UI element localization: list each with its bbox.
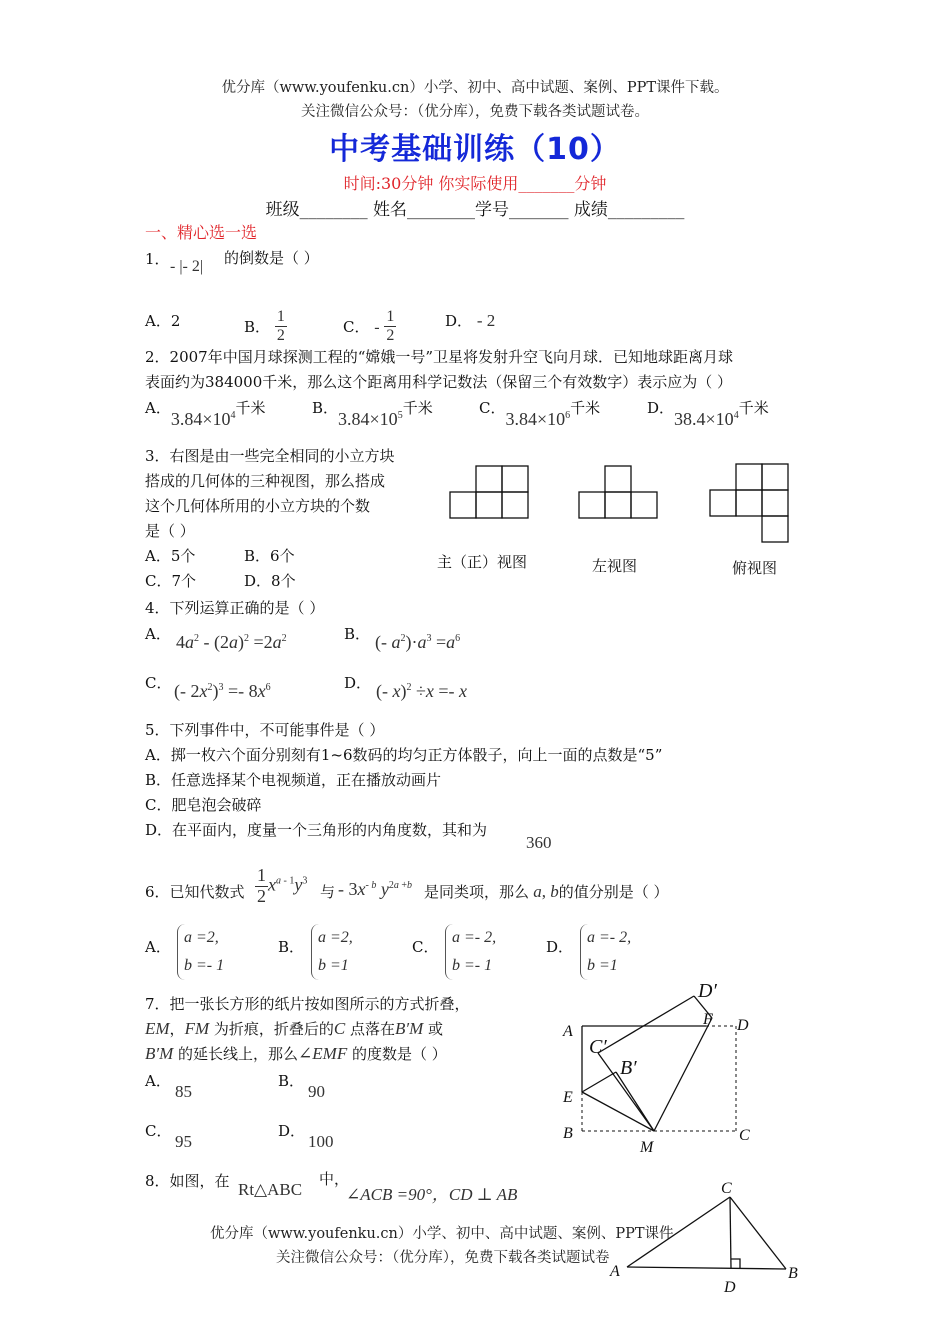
q4-option-c-expr: (- $2x^2)^3 =- 8x^6$ xyxy=(174,681,271,701)
q1-option-c-label: C． xyxy=(343,318,370,337)
q7-option-b-value: 90 xyxy=(308,1082,325,1101)
q4-option-d-label: D． xyxy=(344,674,372,692)
q1-b-num: 1 xyxy=(276,308,285,325)
q5-stem: 5．下列事件中，不可能事件是（ ） xyxy=(145,721,385,739)
q7-comma: ， xyxy=(169,1020,185,1038)
q6-d-eq2: b =1 xyxy=(587,957,618,974)
q6-a-eq2: b =- 1 xyxy=(184,957,225,974)
q6-option-a-label: A． xyxy=(145,938,171,956)
q2-c-unit: 千米 xyxy=(570,399,601,417)
q3-line-4: 是（ ） xyxy=(145,522,195,540)
q4-option-b-label: B． xyxy=(344,625,371,643)
q8-side-AB xyxy=(627,1267,786,1269)
q6-c-eq2: b =- 1 xyxy=(452,957,493,974)
q6-term-1: $\frac{1}{2}$ $x^{a - 1}y^3$ xyxy=(257,865,308,906)
q7-option-b-label: B． xyxy=(278,1072,305,1090)
q5-option-a: A．掷一枚六个面分别刻有1~6数码的均匀正方体骰子，向上一面的点数是“5” xyxy=(145,746,663,764)
section-heading: 一、精心选一选 xyxy=(145,223,258,242)
q2-d-unit: 千米 xyxy=(738,399,769,417)
q7-option-a-label: A． xyxy=(145,1072,171,1090)
q7-bpm-2: B′M xyxy=(145,1044,174,1063)
q7-label-M: M xyxy=(640,1139,654,1156)
q6-a-eq1: a =2, xyxy=(184,929,219,946)
q2-b-label: B． xyxy=(312,399,339,417)
q2-a-unit: 千米 xyxy=(235,399,266,417)
q8-mid: 中， xyxy=(319,1170,350,1188)
q3-line-2: 搭成的几何体的三种视图，那么搭成 xyxy=(145,472,386,490)
q6-c-eq1: a =- 2, xyxy=(452,929,497,946)
q7-label-D: D xyxy=(737,1017,749,1034)
q8-label-C: C xyxy=(721,1180,732,1197)
q6-mid: 与 xyxy=(320,883,336,901)
q2-line-2: 表面约为384000千米，那么这个距离用科学记数法（保留三个有效数字）表示应为（ ） xyxy=(145,373,733,391)
q7-label-Cprime: C′ xyxy=(589,1036,607,1058)
q1-option-a: A．2 xyxy=(145,312,181,330)
q6-option-b-label: B． xyxy=(278,938,305,956)
q7-option-a-value: 85 xyxy=(175,1082,192,1101)
q3-line-1: 3．右图是由一些完全相同的小立方块 xyxy=(145,447,395,465)
q5-option-b: B．任意选择某个电视频道，正在播放动画片 xyxy=(145,771,442,789)
q1-c-num: 1 xyxy=(386,308,395,325)
q7-label-Dprime: D′ xyxy=(698,980,717,1002)
q8-triangle: Rt△ABC xyxy=(238,1180,303,1199)
q2-a-exp: 4 xyxy=(230,410,236,421)
q2-c-label: C． xyxy=(479,399,506,417)
q7-fm: FM xyxy=(184,1019,210,1038)
q7-label-A: A xyxy=(563,1023,573,1040)
q5-option-d-value: 360 xyxy=(526,833,552,852)
q1-option-b-label: B． xyxy=(244,318,271,337)
q6-ab: a, b xyxy=(533,882,559,901)
q2-d-base: 38.4×10 xyxy=(674,409,734,429)
q7-text-e: 的度数是（ ） xyxy=(347,1045,447,1063)
q3-left-view-label: 左视图 xyxy=(592,557,638,575)
q7-c: C xyxy=(333,1019,346,1038)
q6-term-2: - $3x^{- b}$ $y^{2a +b}$ xyxy=(338,879,412,899)
q8-label-A: A xyxy=(610,1263,620,1280)
q2-line-1: 2．2007年中国月球探测工程的“嫦娥一号”卫星将发射升空飞向月球．已知地球距离月球 xyxy=(145,348,734,366)
q6-tail-text: 是同类项，那么 xyxy=(424,883,530,901)
q8-altitude-CD xyxy=(730,1197,731,1268)
q6-lead: 6．已知代数式 xyxy=(145,883,245,901)
q2-b-exp: 5 xyxy=(397,410,403,421)
q8-side-CB xyxy=(730,1197,786,1269)
q4-option-d-expr: (- x)$^2$ ÷x =- x xyxy=(376,681,468,701)
q4-option-a-expr: $4a^2 - (2a)^2 =2a^2$ xyxy=(176,632,287,652)
q8-lead: 8．如图，在 xyxy=(145,1172,230,1190)
q1-c-den: 2 xyxy=(386,326,395,344)
q6-b-eq1: a =2, xyxy=(318,929,353,946)
q1-number: 1． xyxy=(145,250,170,268)
q7-em: EM xyxy=(145,1019,170,1038)
q7-label-Bprime: B′ xyxy=(620,1057,637,1079)
q7-option-c-value: 95 xyxy=(175,1132,192,1151)
q7-text-d: 的延长线上，那么 xyxy=(173,1045,299,1063)
q7-text-b: 点落在 xyxy=(345,1020,396,1038)
q1-b-den: 2 xyxy=(276,326,285,344)
q8-label-B: B xyxy=(788,1265,798,1282)
q6-d-eq1: a =- 2, xyxy=(587,929,632,946)
q3-option-d: D．8个 xyxy=(244,572,296,590)
q6-option-c-label: C． xyxy=(412,938,439,956)
q5-option-c: C．肥皂泡会破碎 xyxy=(145,796,262,814)
q2-a-label: A． xyxy=(145,399,171,417)
q7-line-1: 7．把一张长方形的纸片按如图所示的方式折叠， xyxy=(145,995,470,1013)
q4-option-a-label: A． xyxy=(145,625,171,643)
q4-option-b-expr: (- $a^2)\cdot a^3 =a^6$ xyxy=(375,632,461,652)
q1-expression: - |- 2| xyxy=(170,258,204,275)
info-line: 班级________ 姓名________学号_______ 成绩_________ xyxy=(265,200,685,220)
q7-text-c: 或 xyxy=(423,1020,444,1038)
q6-frac-num: 1 xyxy=(257,865,266,885)
q3-line-3: 这个几何体所用的小立方块的个数 xyxy=(145,497,371,515)
q7-angle: ∠EMF xyxy=(298,1044,348,1063)
q1-c-sign: - xyxy=(374,319,380,337)
q2-d-exp: 4 xyxy=(733,410,739,421)
q7-option-c-label: C． xyxy=(145,1122,172,1140)
q7-label-C: C xyxy=(739,1127,750,1144)
q6-b-eq2: b =1 xyxy=(318,957,349,974)
q7-option-d-label: D． xyxy=(278,1122,306,1140)
q3-option-c: C．7个 xyxy=(145,572,197,590)
q3-front-view-label: 主（正）视图 xyxy=(437,553,528,571)
time-line: 时间:30分钟 你实际使用_______分钟 xyxy=(343,174,607,193)
q7-bpm: B′M xyxy=(395,1019,424,1038)
page-title: 中考基础训练（10） xyxy=(329,132,621,167)
q5-option-d: D．在平面内，度量一个三角形的内角度数，其和为 xyxy=(145,821,488,839)
q3-option-b: B．6个 xyxy=(244,547,295,565)
q2-c-base: 3.84×10 xyxy=(505,409,566,429)
q1-option-d-label: D． xyxy=(445,312,473,330)
header-line-2: 关注微信公众号：（优分库），免费下载各类试题试卷。 xyxy=(301,104,649,120)
header-line-1: 优分库（www.youfenku.cn）小学、初中、高中试题、案例、PPT课件下载。 xyxy=(221,80,729,96)
q7-label-F: F xyxy=(703,1011,713,1028)
q7-label-E: E xyxy=(563,1089,573,1106)
q4-stem: 4．下列运算正确的是（ ） xyxy=(145,599,325,617)
q3-option-a: A．5个 xyxy=(145,547,196,565)
q8-condition: ∠ACB =90°，CD ⊥ AB xyxy=(346,1185,518,1204)
q7-option-d-value: 100 xyxy=(308,1132,334,1151)
q4-option-c-label: C． xyxy=(145,674,172,692)
q6-tail2-text: 的值分别是（ ） xyxy=(558,883,669,901)
q2-a-base: 3.84×10 xyxy=(170,409,231,429)
q8-label-D: D xyxy=(724,1279,736,1296)
q2-c-exp: 6 xyxy=(565,410,571,421)
footer-line-2: 关注微信公众号：（优分库），免费下载各类试题试卷 xyxy=(276,1250,610,1266)
q6-option-d-label: D． xyxy=(546,938,574,956)
q7-text-a: 为折痕，折叠后的 xyxy=(209,1020,334,1038)
q7-label-B: B xyxy=(563,1125,573,1142)
q2-d-label: D． xyxy=(647,399,675,417)
q8-right-angle-mark xyxy=(731,1259,740,1268)
q2-b-base: 3.84×10 xyxy=(338,409,398,429)
q1-d-value: - 2 xyxy=(476,311,496,330)
footer-line-1: 优分库（www.youfenku.cn）小学、初中、高中试题、案例、PPT课件 xyxy=(210,1226,674,1242)
q6-frac-den: 2 xyxy=(257,885,266,906)
q2-b-unit: 千米 xyxy=(402,399,433,417)
q3-top-view-label: 俯视图 xyxy=(732,559,778,577)
q1-stem: 的倒数是（ ） xyxy=(224,249,319,267)
